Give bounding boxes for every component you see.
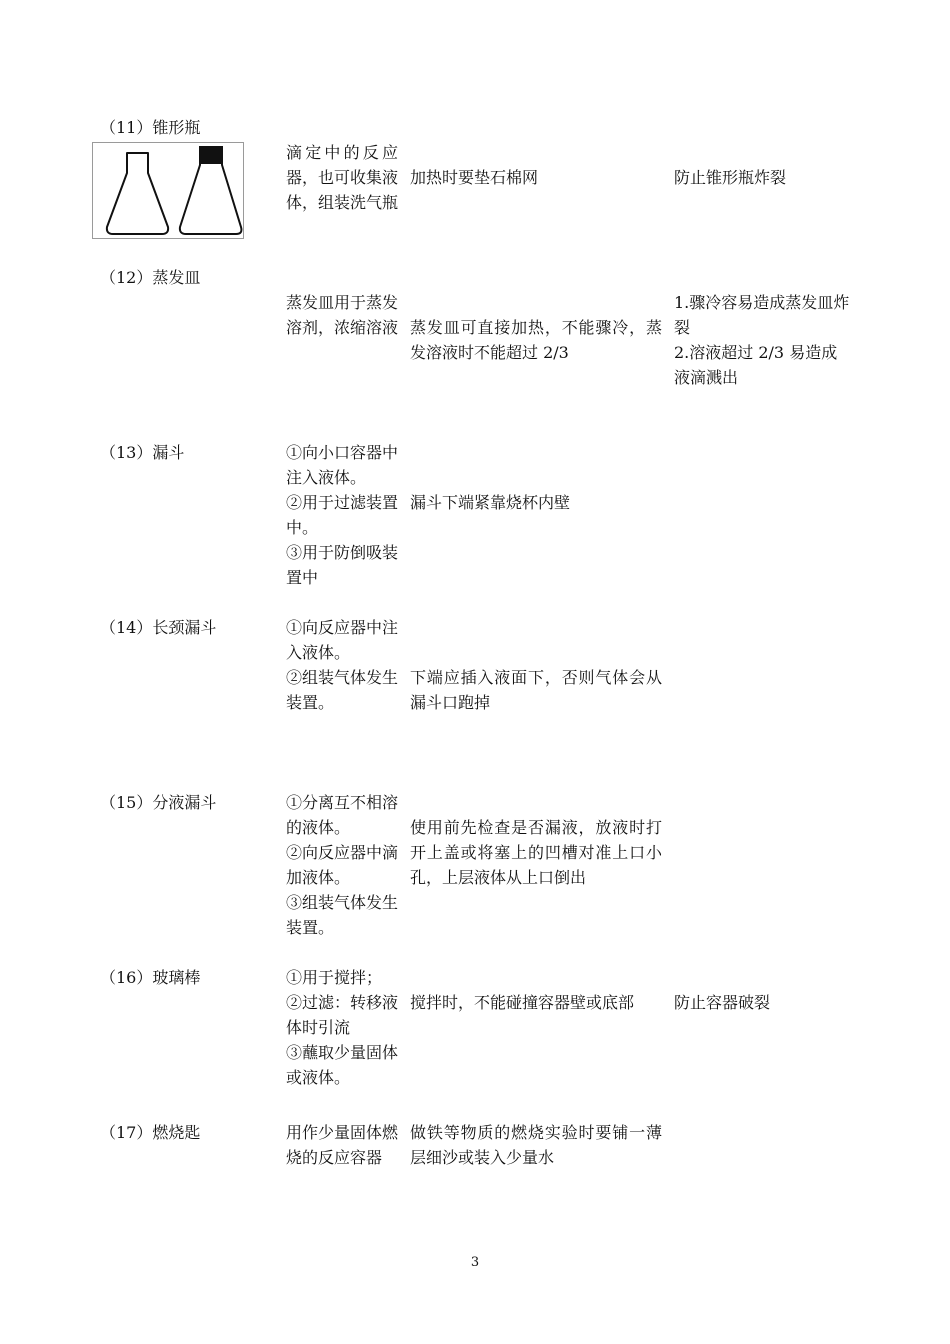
usage-long-neck-funnel: ①向反应器中注入液体。 ②组装气体发生装置。 bbox=[286, 618, 399, 712]
instrument-name-glass-rod: （16）玻璃棒 bbox=[100, 968, 201, 987]
usage-erlenmeyer-flask: 滴定中的反应器，也可收集液体，组装洗气瓶 bbox=[286, 143, 399, 212]
instrument-name-evaporating-dish: （12）蒸发皿 bbox=[100, 268, 201, 287]
instrument-name-funnel: （13）漏斗 bbox=[100, 443, 185, 462]
precaution-combustion-spoon: 做铁等物质的燃烧实验时要铺一薄层细沙或装入少量水 bbox=[410, 1123, 662, 1167]
precaution-funnel: 漏斗下端紧靠烧杯内壁 bbox=[410, 493, 571, 512]
usage-evaporating-dish: 蒸发皿用于蒸发溶剂，浓缩溶液 bbox=[286, 293, 399, 337]
reason-erlenmeyer-flask: 防止锥形瓶炸裂 bbox=[674, 168, 787, 187]
precaution-separatory-funnel: 使用前先检查是否漏液，放液时打开上盖或将塞上的凹槽对准上口小孔，上层液体从上口倒出 bbox=[410, 818, 662, 887]
usage-glass-rod: ①用于搅拌； ②过滤：转移液体时引流 ③蘸取少量固体或液体。 bbox=[286, 968, 399, 1087]
flask-stopper-shape bbox=[199, 146, 223, 164]
instrument-name-long-neck-funnel: （14）长颈漏斗 bbox=[100, 618, 217, 637]
usage-separatory-funnel: ①分离互不相溶的液体。 ②向反应器中滴加液体。 ③组装气体发生装置。 bbox=[286, 793, 399, 937]
precaution-evaporating-dish: 蒸发皿可直接加热，不能骤冷，蒸发溶液时不能超过 2/3 bbox=[410, 318, 662, 362]
open-flask-outline bbox=[107, 153, 168, 234]
erlenmeyer-flask-illustration bbox=[92, 142, 244, 239]
instrument-name-erlenmeyer-flask: （11）锥形瓶 bbox=[100, 118, 201, 137]
precaution-long-neck-funnel: 下端应插入液面下，否则气体会从漏斗口跑掉 bbox=[410, 668, 662, 712]
usage-funnel: ①向小口容器中注入液体。 ②用于过滤装置中。 ③用于防倒吸装置中 bbox=[286, 443, 399, 587]
reason-evaporating-dish: 1.骤冷容易造成蒸发皿炸裂 2.溶液超过 2/3 易造成液滴溅出 bbox=[674, 293, 850, 387]
precaution-erlenmeyer-flask: 加热时要垫石棉网 bbox=[410, 168, 539, 187]
reason-glass-rod: 防止容器破裂 bbox=[674, 993, 771, 1012]
instrument-name-separatory-funnel: （15）分液漏斗 bbox=[100, 793, 217, 812]
page-number: 3 bbox=[470, 1255, 480, 1270]
precaution-glass-rod: 搅拌时，不能碰撞容器壁或底部 bbox=[410, 993, 635, 1012]
usage-combustion-spoon: 用作少量固体燃烧的反应容器 bbox=[286, 1123, 399, 1167]
instrument-name-combustion-spoon: （17）燃烧匙 bbox=[100, 1123, 201, 1142]
